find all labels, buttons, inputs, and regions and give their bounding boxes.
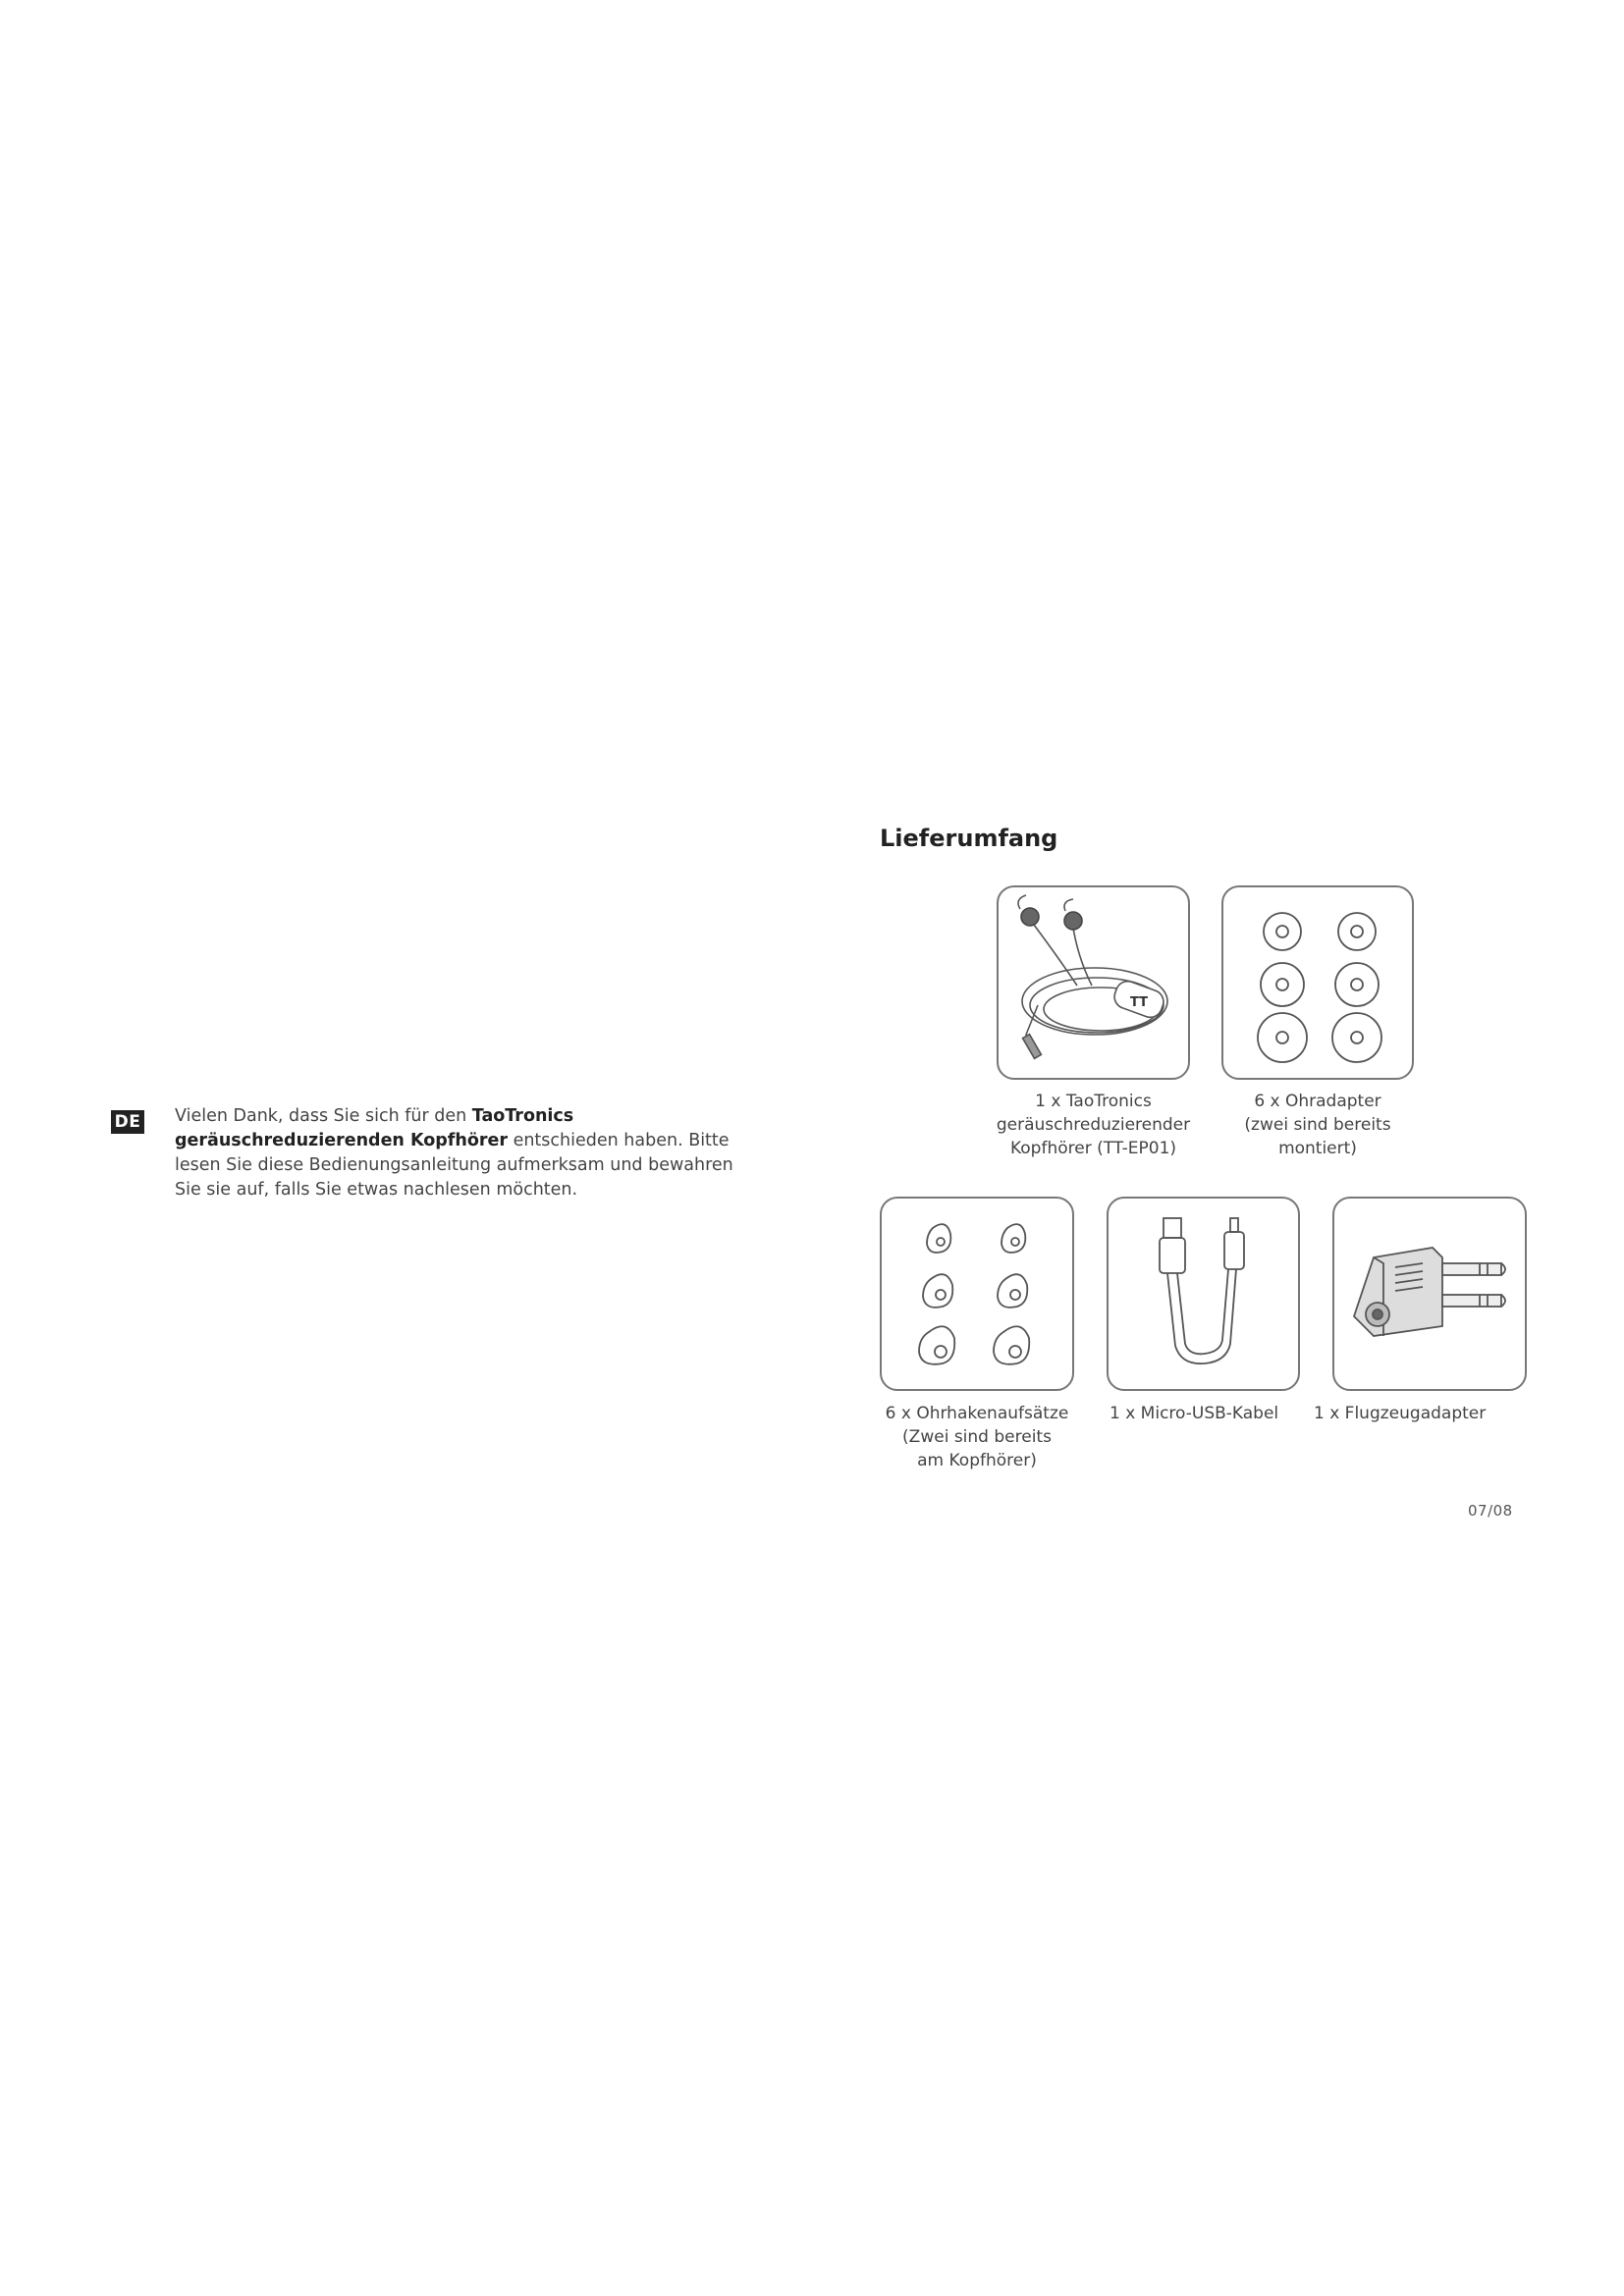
caption-line: montiert) [1278, 1139, 1357, 1158]
item-box-ear-tips [1221, 885, 1414, 1080]
intro-text-start: Vielen Dank, dass Sie sich für den [175, 1106, 472, 1126]
caption-line: (Zwei sind bereits [902, 1427, 1052, 1447]
item-caption-flight-adapter [1314, 1402, 1510, 1425]
caption-line: 1 x Micro-USB-Kabel [1110, 1404, 1279, 1423]
language-badge: DE [111, 1110, 144, 1134]
item-box-micro-usb-cable [1107, 1197, 1300, 1391]
caption-line: 1 x TaoTronics [1035, 1092, 1152, 1111]
product-name: geräuschreduzierenden Kopfhörer [175, 1131, 509, 1150]
earphones-icon [999, 887, 1192, 1082]
ear-tips-icon [1223, 887, 1416, 1082]
item-box-flight-adapter [1332, 1197, 1527, 1391]
page-number: 07/08 [1468, 1502, 1513, 1520]
intro-paragraph [175, 1104, 764, 1202]
item-caption-ear-tips [1200, 1090, 1435, 1160]
caption-line: 1 x Flugzeugadapter [1314, 1404, 1487, 1423]
section-title: Lieferumfang [880, 825, 1058, 852]
caption-line: 6 x Ohradapter [1254, 1092, 1381, 1111]
item-caption-ear-hooks [854, 1402, 1100, 1472]
item-box-earphones [997, 885, 1190, 1080]
item-caption-micro-usb-cable [1110, 1402, 1306, 1425]
intro-text-end: entschieden haben. Bitte lesen Sie diese Bedienungsanleitung aufmerksam und bewahren Sie sie auf, falls Sie etwas nachlesen möchten. [175, 1131, 733, 1200]
svg-text:TT: TT [1130, 995, 1149, 1010]
caption-line: (zwei sind bereits [1244, 1115, 1391, 1135]
caption-line: Kopfhörer (TT-EP01) [1009, 1139, 1177, 1158]
item-box-ear-hooks [880, 1197, 1074, 1391]
caption-line: geräuschreduzierender [996, 1115, 1191, 1135]
caption-line: 6 x Ohrhakenaufsätze [885, 1404, 1069, 1423]
micro-usb-cable-icon [1109, 1199, 1302, 1393]
ear-hooks-icon [882, 1199, 1076, 1393]
brand-name: TaoTronics [471, 1106, 574, 1126]
caption-line: am Kopfhörer) [917, 1451, 1037, 1470]
flight-adapter-icon [1334, 1199, 1529, 1393]
